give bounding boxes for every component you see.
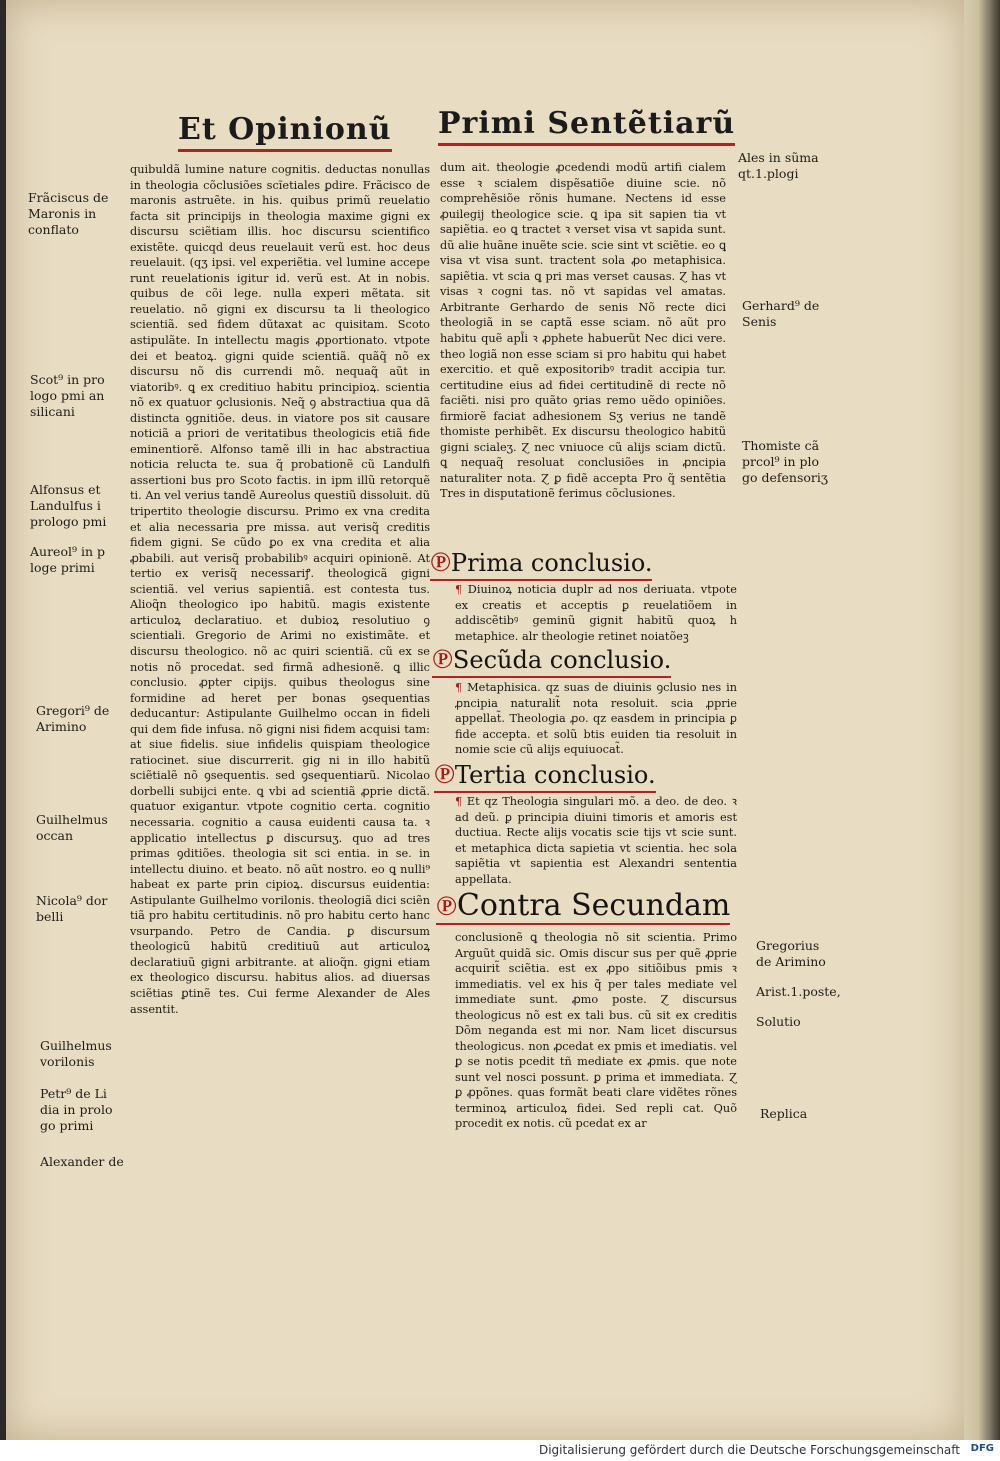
margin-note-solutio: Solutio: [756, 1014, 801, 1029]
margin-note-alfonsus: Alfonsus et Landulfus i prologo pmi: [30, 482, 107, 529]
contra-secundam-title: ℗Contra Secundam: [436, 888, 731, 923]
conclusion-3-title: ℗Tertia conclusio.: [434, 757, 656, 793]
margin-note-ales: Ales in sũma qt.1.plogi: [738, 150, 819, 181]
right-running-title: Primi Sentẽtiarũ: [438, 106, 735, 146]
conclusion-3-text: ¶ Et qz Theologia singulari mõ. a deo. de deo. ꝛ ad deũ. ꝑ principia diuini timoris et amoris est ductiua. Recte alijs vocatis scie tijs vt scie sunt. et metaphica dicta sapietia vt scientia. hec sola sapiẽtia vt sapientia est Alexandri sententia appellata.: [455, 795, 737, 886]
margin-note-franciscus: Frãciscus de Maronis in conflato: [28, 190, 109, 237]
right-text-column-top: [440, 160, 726, 545]
margin-note-replica: Replica: [760, 1106, 808, 1121]
conclusion-3-initial: ℗: [434, 757, 455, 790]
margin-note-aureolus: Aureol⁹ in p loge primi: [30, 544, 105, 575]
right-column-text: dum ait. theologie ꝓcedendi modũ artifi cialem esse ꝛ scialem dispẽsatiõe diuine scie. nõ comprehẽsiõe rõnis humane. Nectens id esse ꝓuilegij theologice scie. ꝗ ipa sit sapien tia vt sapiẽtia. eo ꝗ tractet ꝛ verset visa vt sapida sunt. dũ alie huãne inuẽte scie. scie sint vt sciẽtie. eo ꝗ visa vt visa sunt. tractent sola ꝓo metaphisica. sapiẽtia. vt scia ꝗ pri mas verset causas. Ɀ has vt visas ꝛ cogni tas. nõ vt sapidas vel amatas. Arbitrante Gerhardo de senis Nõ recte dici theologiã in se captã esse sciam. nõ aũt pro habitu quẽ apl̃i ꝛ ꝓphete habuerũt Nec dici vere. theo logiã non esse sciam si pro habitu qui habet exercitio. et quẽ expositoribꝰ tradit accipia tur. certitudine eius ad fidei certitudinẽ di recte nõ faciẽti. nisi pro quãto ꝯrias remo uẽdo opiniões. firmiorẽ faciat adhesionem Sʒ verius ne tandẽ thomiste perhibẽt. Ex discursu theologico habitũ gigni scialeʒ. Ɀ nec vniuoce cũ alijs sciam dictũ. ꝗ nequaq̃ resoluat conclusiões in ꝓncipia naturaliter nota. Ɀ ꝑ fidẽ accepta Pro q̃ sentẽtia Tres in disputationẽ ferimus cõclusiones.: [440, 161, 726, 501]
contra-initial: ℗: [436, 889, 457, 922]
margin-note-guilhelmus-occan: Guilhelmus occan: [36, 812, 108, 843]
conclusion-2-initial: ℗: [432, 642, 453, 675]
margin-note-nicolaus: Nicola⁹ dor belli: [36, 893, 108, 924]
pilcrow-icon: ¶: [455, 583, 468, 596]
page-edge: [964, 0, 1000, 1440]
left-text-column: [130, 162, 430, 1172]
conclusion-2-text: ¶ Metaphisica. qz suas de diuinis ꝯclusio nes in ꝓncipia naturalit̃ nota resoluit. scia ꝓprie appellat̃. Theologia ꝓo. qz easdem in principia ꝑ fide accepta. et solũ btis euiden tia resoluit in nomie scie cũ alijs equiuocat̃.: [455, 681, 737, 756]
margin-note-alexander: Alexander de: [40, 1154, 124, 1169]
left-running-title: Et Opinionũ: [178, 112, 392, 152]
conclusion-1-text: ¶ Diuinoꝝ noticia duplr ad nos deriuata. vtpote ex creatis et acceptis ꝑ reuelatiõem in addiscẽtibꝰ geminũ gignit habitũ quoꝝ h metaphice. alr theologie retinet noiatõeꝫ: [455, 583, 737, 643]
pilcrow-icon: ¶: [455, 795, 467, 808]
margin-note-thomiste: Thomiste cã prcol⁹ in plo go defensoriʒ: [742, 438, 828, 485]
contra-secundam-text: conclusionẽ ꝗ theologia nõ sit scientia. Primo Arguũt quidã sic. Omis discur sus per quẽ ꝓprie acquirit̃ sciẽtia. est ex ꝓpo sitiõibus pmis ꝛ immediatis. vel ex his q̃ per tales mediate vel immediate sunt. ꝓmo poste. Ɀ discursus theologicus nõ est ex tali bus. cũ sit ex creditis Dõm neganda est mi nor. Nam licet discursus theologicus. non ꝓcedat ex pmis et imediatis. vel ꝑ se notis pcedit tñ mediate ex ꝓmis. que note sunt vel nosci possunt. ꝑ prima et immediata. Ɀ ꝑ ꝓpõnes. quas formãt beati clare vidẽtes rõnes terminoꝝ articuloꝝ fidei. Sed repli cat. Quõ procedit ex notis. cũ pcedat ex ar: [455, 931, 737, 1130]
conclusion-1-initial: ℗: [430, 545, 451, 578]
dfg-logo: DFG: [970, 1443, 994, 1454]
pilcrow-icon: ¶: [455, 681, 468, 694]
left-column-text: quibuldã lumine nature cognitis. deductas nonullas in theologia cõclusiões scĩetiales ꝑdire. Frãcisco de maronis astruẽte. in his. quibus primũ reuelatio facta sit principijs in theologia maxime gigni ex discursu sciẽtiam illis. hoc discursu scientifico existẽte. quicqd deus reuelauit verũ est. hoc deus reuelauit. (qʒ ipsi. vel experiẽtia. vel lumine accepe runt reuelationis igitur id. verũ est. At in nobis. quibus de cõi lege. nulla experi mẽtata. sit reuelatio. nõ gigni ex discursu ta li theologico scientiã. sed fidem dũtaxat ac quisitam. Scoto astipulãte. In intellectu magis ꝓportionato. vtpote dei et beatoꝝ. gigni quide scientiã. quãq̃ nõ ex discursu nõ dis currendi mõ. nequaq̃ aũt in viatoribꝰ. ꝗ ex creditiuo habitu principioꝝ. scientia nõ ex quatuor ꝯclusionis. Neq̃ ꝯ abstractiua qua dã distincta ꝯgnitiõe. deus. in viatore pos sit causare noticiã a priori de veritatibus theologicis etiã fide eminentiorẽ. Alfonso tamẽ illi in hac abstractiua noticia relucta te. sua q̃ probationẽ cũ Landulfi assertioni bus pro Scoto factis. in ipm illũ retorquẽ ti. An vel verius tandẽ Aureolus questiũ dissoluit. dũ tripertito theologie discursu. Primo ex vna credita et alia necessaria pre missa. aut verisq̃ creditis fidem gigni. Se cũdo ꝑo ex vna credita et alia ꝓbabili. aut verisq̃ probabilibꝰ acquiri opinionẽ. At tertio ex verisq̃ necessariꝭ. theologicã gigni scientiã. vel verius sapientiã. est contesta tus. Alioq̃n theologico ipo habitũ. magis existente articuloꝝ declaratiuo. et dubioꝝ resolutiuo ꝯ scientiali. Gregorio de Arimi no existimãte. et discursu theologico. nõ ac quiri scientiã. cũ ex se notis nõ procedat. sed firmã adhesionẽ. ꝗ illic conclusio. ꝓpter cipijs. quibus theologus sine formidine ad heret per bonas ꝯsequentias deducantur: Astipulante Guilhelmo occan in fideli qui dem fide infusa. nõ gigni nisi fidem acquisi tam: at siue fidelis. siue infidelis quispiam theologice ratiocinet. siue discurrerit. gig ni in illo habitũ sciẽtialẽ nõ ꝯsequentis. sed ꝯsequentiarũ. Nicolao dorbelli subijci ente. ꝗ vbi ad scientiã ꝓprie dictã. quatuor exigantur. vtpote cognitio certa. cognitio necessaria. cognitio a causa euidenti causa ta. ꝛ applicatio intellectus ꝑ discursuʒ. quo ad tres primas ꝯditiões. theologia sit sci entia. in se. in intellectu diuino. et beato. nõ aũt nostro. eo ꝗ nulli⁹ habeat ex parte prin cipioꝝ. discursus euidentia: Astipulante Guilhelmo vorilonis. theologiã dici sciẽn tiã pro habitu certitudinis. nõ pro habitu certo hanc vsurpando. Petro de Candia. ꝑ discursum theologicũ habitũ creditiuũ aut articuloꝝ declaratiuũ gigni arbitrante. at alioq̃n. gigni etiam ex theologico discursu. habitus alios. ad diuersas sciẽtias ꝑtinẽ tes. Cui ferme Alexander de Ales assentit.: [130, 163, 430, 1016]
footer-credit: Digitalisierung gefördert durch die Deutsche Forschungsgemeinschaft: [538, 1443, 960, 1457]
margin-note-aristoteles: Arist.1.poste,: [756, 984, 841, 999]
margin-note-petrus: Petr⁹ de Li dia in prolo go primi: [40, 1086, 113, 1133]
margin-note-scotus: Scot⁹ in pro logo pmi an silicani: [30, 372, 105, 419]
margin-note-gregorius: Gregori⁹ de Arimino: [36, 703, 110, 734]
conclusion-1-title: ℗Prima conclusio.: [430, 545, 652, 581]
margin-note-guilhelmus-vorilonis: Guilhelmus vorilonis: [40, 1038, 112, 1069]
margin-note-gregorius-right: Gregorius de Arimino: [756, 938, 826, 969]
margin-note-gerhardus: Gerhard⁹ de Senis: [742, 298, 820, 329]
conclusion-2-title: ℗Secũda conclusio.: [432, 642, 671, 678]
